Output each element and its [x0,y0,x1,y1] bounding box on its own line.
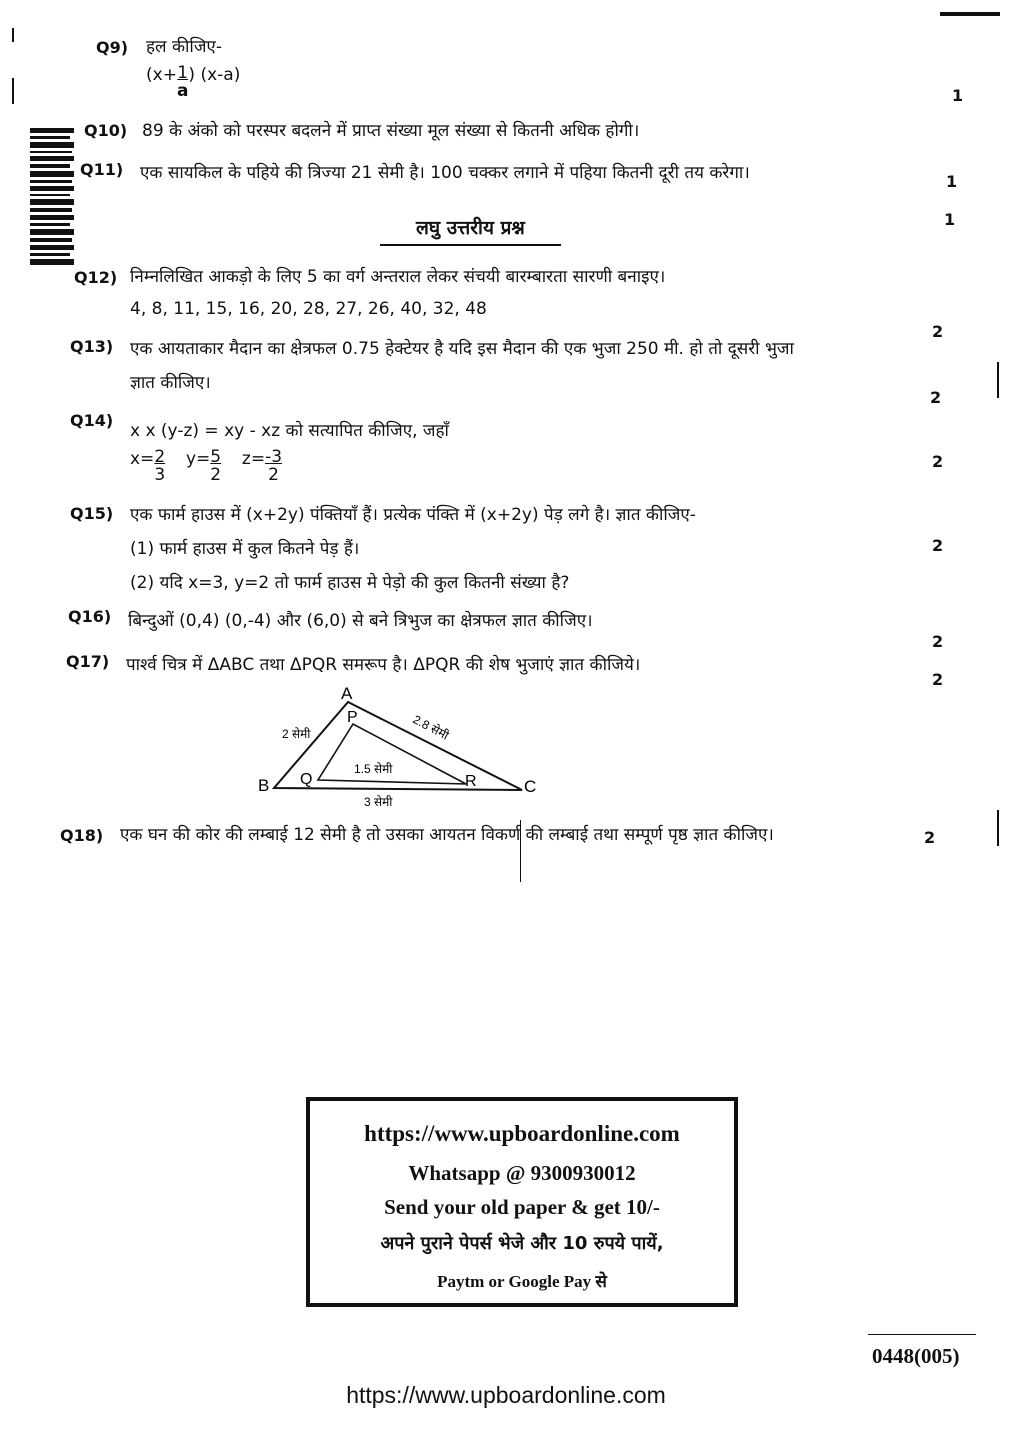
label-ac: 2.8 सेमी [410,712,452,743]
page-code: 0448(005) [872,1344,960,1368]
q14-mark: 2 [932,452,944,471]
vertex-p: P [347,709,358,726]
q18-number: Q18) [60,826,104,845]
q14-number: Q14) [70,411,114,430]
promo-offer: Send your old paper & get 10/- [384,1195,660,1219]
promo-box [306,1097,738,1307]
scan-mark-top [940,12,1000,16]
q18-mark: 2 [924,828,936,847]
footer-url[interactable]: https://www.upboardonline.com [346,1382,666,1408]
q10-number: Q10) [84,121,128,140]
promo-whatsapp: Whatsapp @ 9300930012 [408,1161,636,1185]
q14-values: x= $\frac{2}{3}$ y= $\frac{5}{2}$ z= $\frac{-3}{2}$ [130,447,283,485]
vertex-c: C [524,777,537,796]
q15-text: एक फार्म हाउस में (x+2y) पंक्तियाँ हैं। प्रत्येक पंक्ति में (x+2y) पेड़ लगे है। ज्ञात कीजिए- [130,505,696,525]
q12-text: निम्नलिखित आकड़ो के लिए 5 का वर्ग अन्तराल लेकर संचयी बारम्बारता सारणी बनाइए। [130,267,666,287]
vertex-b: B [258,776,270,795]
q12-data: 4, 8, 11, 15, 16, 20, 28, 27, 26, 40, 32, 48 [130,299,487,319]
q11-text: एक सायकिल के पहिये की त्रिज्या 21 सेमी है। 100 चक्कर लगाने में पहिया कितनी दूरी तय करेगा। [140,163,750,183]
q12-mark: 2 [932,322,944,341]
barcode-strip [30,128,74,276]
q13-number: Q13) [70,337,114,356]
vertex-r: R [465,773,477,790]
q11-mark-second: 1 [944,210,956,229]
q13-text-line2: ज्ञात कीजिए। [130,373,211,393]
q11-number: Q11) [80,160,124,179]
label-ab: 2 सेमी [282,727,311,741]
vertex-q: Q [300,771,313,788]
promo-url[interactable]: https://www.upboardonline.com [364,1121,680,1146]
q13-mark: 2 [930,388,942,407]
scan-mark-right-2 [997,810,999,846]
q16-number: Q16) [68,607,112,626]
q15-text-line2: (1) फार्म हाउस में कुल कितने पेड़ हैं। [130,539,360,559]
q11-mark: 1 [946,172,958,191]
q14-text: x x (y-z) = xy - xz को सत्यापित कीजिए, जहाँ [130,421,449,441]
q15-mark: 2 [932,536,944,555]
q16-mark: 2 [932,632,944,651]
promo-offer-hindi: अपने पुराने पेपर्स भेजे और 10 रुपये पायें, [380,1233,664,1254]
vertex-a: A [341,684,353,703]
section-title: लघु उत्तरीय प्रश्न [380,214,561,246]
label-qr: 1.5 सेमी [354,762,393,776]
q17-mark: 2 [932,670,944,689]
q18-text: एक घन की कोर की लम्बाई 12 सेमी है तो उसका आयतन विकर्ण की लम्बाई तथा सम्पूर्ण पृष्ठ ज्ञात कीजिए। [120,825,774,845]
q16-text: बिन्दुओं (0,4) (0,-4) और (6,0) से बने त्रिभुज का क्षेत्रफल ज्ञात कीजिए। [128,611,593,631]
q9-number: Q9) [96,38,129,57]
q17-text: पार्श्व चित्र में ΔABC तथा ΔPQR समरूप है। ΔPQR की शेष भुजाएं ज्ञात कीजिये। [126,655,641,675]
q15-number: Q15) [70,504,114,523]
q10-text: 89 के अंको को परस्पर बदलने में प्राप्त संख्या मूल संख्या से कितनी अधिक होगी। [142,121,640,141]
label-bc: 3 सेमी [364,795,393,809]
q9-text: हल कीजिए- [146,37,222,57]
page-code-rule [868,1334,976,1335]
scan-mark-right [997,362,999,398]
q15-text-line3: (2) यदि x=3, y=2 तो फार्म हाउस मे पेड़ो की कुल कितनी संख्या है? [130,573,570,593]
q12-number: Q12) [74,268,118,287]
q9-mark: 1 [952,86,964,105]
scan-mark-left-2 [12,78,14,104]
promo-payment: Paytm or Google Pay से [437,1272,607,1291]
q17-number: Q17) [66,652,110,671]
q13-text: एक आयताकार मैदान का क्षेत्रफल 0.75 हेक्टेयर है यदि इस मैदान की एक भुजा 250 मी. हो तो दूसरी भुजा [130,339,794,359]
q9-expression: (x+ $\frac{1}{a}$ ) (x-a) [146,63,241,101]
similar-triangles-figure [240,680,560,814]
scan-mark-left [12,28,14,42]
